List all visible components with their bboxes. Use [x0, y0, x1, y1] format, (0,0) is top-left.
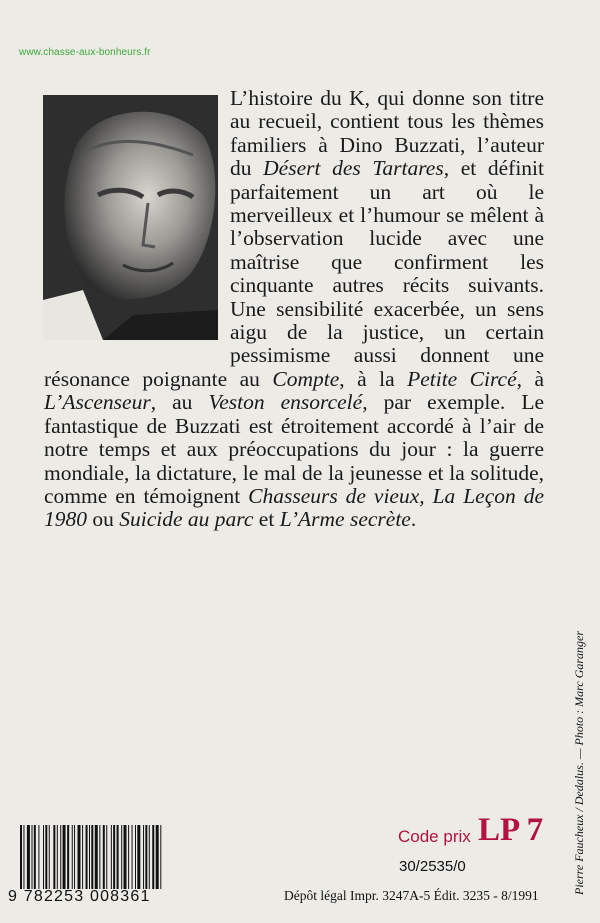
blurb-part: ou — [87, 507, 120, 532]
barcode-bar — [38, 825, 39, 889]
barcode-bar — [117, 825, 119, 889]
barcode-bar — [152, 825, 154, 889]
blurb-part: , à — [516, 366, 545, 391]
title-petite-circe: Petite Circé — [407, 366, 517, 391]
barcode-bar — [86, 825, 88, 889]
title-desert: Désert des Tartares — [263, 156, 444, 181]
barcode-bar — [27, 825, 30, 889]
barcode-bar — [34, 825, 36, 889]
barcode-bar — [57, 825, 58, 889]
design-credits: Pierre Faucheux / Dedalus. — Photo : Marc Garanger — [572, 630, 586, 895]
barcode-bar — [113, 825, 115, 889]
depot-legal: Dépôt légal Impr. 3247A-5 Édit. 3235 - 8/1991 — [284, 888, 539, 903]
barcode-bar — [106, 825, 107, 889]
barcode-bar — [23, 825, 24, 889]
barcode-bar — [67, 825, 69, 889]
title-ascenseur: L’Ascenseur — [44, 390, 151, 415]
barcode-digits: 9 782253 008361 — [8, 888, 151, 905]
barcode-bar — [45, 825, 47, 889]
blurb-part: et — [253, 507, 280, 532]
barcode-bar — [72, 825, 73, 889]
barcode-bar — [156, 825, 159, 889]
blurb-part: , par exemple. Le fantastique de Buzzati est étroitement accordé à l’air de notre temps et aux préoccupations du jour : la guerre mondiale, la dictature, le mal de la jeunesse et la solitude, comme en témoignent — [44, 390, 545, 508]
title-suicide: Suicide au parc — [119, 507, 254, 532]
barcode-bar — [103, 825, 105, 889]
barcode-bar — [20, 825, 22, 889]
barcode-bar — [32, 825, 33, 889]
barcode-bar — [128, 825, 129, 889]
barcode-bar — [143, 825, 144, 889]
blurb-part: L’histoire du K, qui donne son titre au recueil, contient tous les thèmes familiers à Dino Buzzati, l’auteur du — [230, 86, 544, 181]
barcode — [18, 825, 250, 889]
barcode-bar — [137, 825, 140, 889]
barcode-bar — [111, 825, 112, 889]
barcode-bar — [82, 825, 83, 889]
barcode-bar — [49, 825, 50, 889]
barcode-bar — [124, 825, 127, 889]
barcode-bar — [53, 825, 55, 889]
barcode-bar — [160, 825, 161, 889]
title-chasseurs: Chasseurs de vieux, La Leçon de 1980 — [44, 483, 544, 532]
barcode-bar — [43, 825, 44, 889]
blurb-part: , et définit parfaitement un art où le merveilleux et l’humour se mêlent à l’observation lucide avec une maîtrise que confirment les cinquante autres récits suivants. Une sensibilité exacerbée, un sens aigu de la justice, un certain pessimisme aussi donnent une résonance poignante au — [44, 156, 544, 391]
barcode-bar — [132, 825, 133, 889]
barcode-bar — [149, 825, 150, 889]
barcode-bar — [74, 825, 75, 889]
barcode-bar — [78, 825, 81, 889]
barcode-bar — [95, 825, 98, 889]
barcode-bar — [121, 825, 122, 889]
title-arme: L’Arme secrète — [279, 507, 411, 532]
barcode-bar — [99, 825, 100, 889]
blurb-part: . — [410, 507, 417, 532]
price-code-value: LP 7 — [478, 812, 544, 848]
barcode-bar — [91, 825, 93, 889]
price-code-label: Code prix — [398, 827, 471, 846]
title-compte: Compte — [272, 366, 340, 391]
barcode-bar — [60, 825, 61, 889]
isbn-code: 30/2535/0 — [399, 858, 466, 875]
barcode-bar — [63, 825, 66, 889]
barcode-bar — [135, 825, 136, 889]
blurb-part: , à la — [339, 366, 408, 391]
watermark-link[interactable]: www.chasse-aux-bonheurs.fr — [19, 47, 151, 58]
photo-spacer — [44, 87, 230, 345]
barcode-bar — [145, 825, 147, 889]
title-veston: Veston ensorcelé — [208, 390, 363, 415]
blurb-text — [44, 87, 544, 532]
barcode-bar — [89, 825, 90, 889]
blurb-part: , au — [150, 390, 209, 415]
